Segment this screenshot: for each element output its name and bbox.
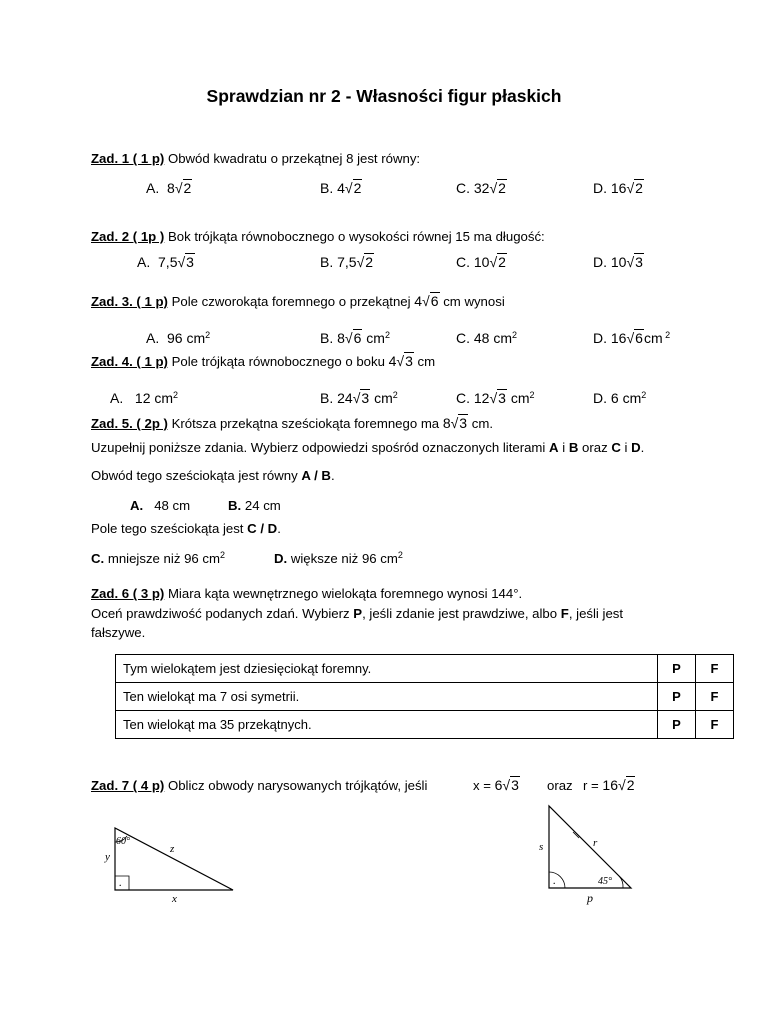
task-7-label: Zad. 7 ( 4 p) <box>91 778 165 793</box>
statement-cell: Ten wielokąt ma 35 przekątnych. <box>116 711 658 739</box>
option-letter: A. <box>146 180 160 196</box>
task-5-text-end: cm. <box>468 416 494 431</box>
task-3-label: Zad. 3. ( 1 p) <box>91 294 168 309</box>
sqrt-symbol: √3 <box>489 390 506 406</box>
task-6-question <box>91 586 522 601</box>
option-coef: 7,5 <box>158 254 178 270</box>
task-2-text: Bok trójkąta równobocznego o wysokości równej 15 ma długość: <box>164 229 545 244</box>
table-row <box>116 655 734 683</box>
sqrt-symbol: √3 <box>177 254 194 270</box>
false-option[interactable]: F <box>696 683 734 711</box>
option-text: 6 cm <box>610 390 642 406</box>
option-letter: C. <box>456 390 470 406</box>
task-3-question <box>91 293 505 309</box>
task-3-text: Pole czworokąta foremnego o przekątnej <box>167 294 415 309</box>
option-coef: 10 <box>610 254 627 270</box>
task-2-option-b <box>320 254 374 270</box>
option-letter: D. <box>593 180 607 196</box>
task-7-text: Oblicz obwody narysowanych trójkątów, jeśli <box>164 778 428 793</box>
sqrt-symbol: √3 <box>352 390 370 406</box>
triangle-figure-2 <box>535 800 645 910</box>
option-coef: 7,5 <box>337 254 357 270</box>
statement-cell: Tym wielokątem jest dziesięciokąt foremny. <box>116 655 658 683</box>
sqrt-symbol: √3 <box>450 415 468 431</box>
math-coef: 4 <box>388 353 397 369</box>
sqrt-symbol: √2 <box>174 180 192 196</box>
table-row <box>116 711 734 739</box>
triangle-figure-1 <box>95 820 245 908</box>
task-5-sentence-1: Obwód tego sześciokąta jest równy A / B. <box>91 468 335 483</box>
page-title: Sprawdzian nr 2 - Własności figur płaskich <box>206 86 562 106</box>
task-1-question <box>91 151 420 166</box>
task-6-instruction: Oceń prawdziwość podanych zdań. Wybierz P, jeśli zdanie jest prawdziwe, albo F, jeśli jest <box>91 606 624 621</box>
task-4-text: Pole trójkąta równobocznego o boku <box>167 354 389 369</box>
sqrt-symbol: √3 <box>626 254 643 270</box>
task-4-option-a: A. 12 $cm^2$ <box>110 390 179 406</box>
option-coef: 8 <box>337 330 345 346</box>
task-1-text: Obwód kwadratu o przekątnej 8 jest równy: <box>164 151 421 166</box>
option-coef: 8 <box>167 180 175 196</box>
side-label-s: s <box>539 841 544 853</box>
task-3-option-c: C. 48 $cm^2$ <box>456 330 518 346</box>
angle-label: 45° <box>598 876 612 887</box>
sqrt-symbol: √2 <box>489 254 506 270</box>
task-2-option-d <box>593 254 644 270</box>
task-7-question <box>91 778 427 793</box>
task-1-option-a <box>146 180 192 196</box>
oraz-text: oraz <box>547 778 573 793</box>
option-coef: 24 <box>337 390 353 406</box>
task-5-option-c: C. mniejsze niż 96 $cm^2$ <box>91 550 225 566</box>
sqrt-symbol: √6 <box>422 293 439 309</box>
option-coef: 16 <box>610 180 627 196</box>
right-angle-dot: . <box>553 873 556 887</box>
option-letter: C. <box>456 180 470 196</box>
task-5-instruction: Uzupełnij poniższe zdania. Wybierz odpowiedzi spośród oznaczonych literami A i B oraz C i D. <box>91 440 645 455</box>
option-letter: B. <box>320 390 334 406</box>
sqrt-symbol: √3 <box>502 777 519 793</box>
option-text: 12 cm <box>134 390 174 406</box>
option-coef: 10 <box>473 254 490 270</box>
true-false-table <box>115 654 734 739</box>
task-5-option-d: D. większe niż 96 $cm^2$ <box>274 550 403 566</box>
task-4-label: Zad. 4. ( 1 p) <box>91 354 168 369</box>
sqrt-symbol: √2 <box>489 180 506 196</box>
sqrt-symbol: √2 <box>626 180 643 196</box>
option-letter: D. <box>593 330 607 346</box>
task-4-option-d: D. 6 $cm^2$ <box>593 390 647 406</box>
angle-label: 60° <box>116 836 130 847</box>
true-option[interactable]: P <box>658 683 696 711</box>
table-row <box>116 683 734 711</box>
task-2-question <box>91 229 545 244</box>
option-letter: B. <box>320 180 334 196</box>
option-letter: D. <box>593 390 607 406</box>
side-label-y: y <box>105 851 110 863</box>
task-4-question <box>91 353 435 369</box>
task-5-label: Zad. 5. ( 2p ) <box>91 416 168 431</box>
option-letter: A. <box>146 330 160 346</box>
option-letter: D. <box>593 254 607 270</box>
sqrt-symbol: √2 <box>344 180 362 196</box>
side-label-x: x <box>172 893 177 905</box>
option-coef: 12 <box>473 390 490 406</box>
task-6-instruction-end: fałszywe. <box>91 625 146 640</box>
task-4-text-end: cm <box>413 354 436 369</box>
task-1-option-d <box>593 180 644 196</box>
math-coef: 4 <box>414 293 423 309</box>
task-4-option-c: C. 12√3 $cm^2$ <box>456 390 535 406</box>
option-letter: B. <box>320 330 334 346</box>
task-6-text: Miara kąta wewnętrznego wielokąta foremnego wynosi 144°. <box>164 586 523 601</box>
task-2-option-a <box>137 254 195 270</box>
right-angle-dot: . <box>119 875 122 889</box>
task-2-label: Zad. 2 ( 1p ) <box>91 229 165 244</box>
task-5-question <box>91 415 493 431</box>
option-letter: A. <box>110 390 124 406</box>
option-coef: 4 <box>337 180 345 196</box>
option-coef: 32 <box>473 180 490 196</box>
sqrt-symbol: √2 <box>356 254 374 270</box>
task-2-option-c <box>456 254 507 270</box>
option-letter: C. <box>456 330 470 346</box>
sqrt-symbol: √6 <box>344 330 362 346</box>
statement-cell: Ten wielokąt ma 7 osi symetrii. <box>116 683 658 711</box>
task-1-option-b <box>320 180 362 196</box>
option-letter: B. <box>320 254 334 270</box>
task-3-option-a: A. 96 $cm^2$ <box>146 330 211 346</box>
option-letter: C. <box>456 254 470 270</box>
task-4-option-b: B. 24√3 $cm^2$ <box>320 390 398 406</box>
sqrt-symbol: √2 <box>618 777 635 793</box>
r-value: r = 16√2 <box>583 777 635 793</box>
task-6-label: Zad. 6 ( 3 p) <box>91 586 165 601</box>
task-5-sentence-2: Pole tego sześciokąta jest C / D. <box>91 521 281 536</box>
task-5-text: Krótsza przekątna sześciokąta foremnego ma <box>167 416 443 431</box>
option-text: 96 cm <box>167 330 206 346</box>
task-3-text-end: cm wynosi <box>439 294 505 309</box>
option-letter: A. <box>137 254 151 270</box>
true-option[interactable]: P <box>658 655 696 683</box>
x-value: x = 6√3 <box>473 777 519 793</box>
option-coef: 16 <box>610 330 627 346</box>
option-text: 48 cm <box>473 330 513 346</box>
task-3-option-d: D. 16√6cm $^2$ <box>593 330 671 346</box>
false-option[interactable]: F <box>696 655 734 683</box>
sqrt-symbol: √3 <box>396 353 413 369</box>
task-5-option-b: B. 24 cm <box>228 498 281 513</box>
task-1-label: Zad. 1 ( 1 p) <box>91 151 165 166</box>
side-label-z: z <box>170 843 175 855</box>
task-3-option-b: B. 8√6 $cm^2$ <box>320 330 390 346</box>
side-label-r: r <box>593 837 598 849</box>
math-coef: 8 <box>442 415 451 431</box>
sqrt-symbol: √6 <box>626 330 643 346</box>
side-label-p: p <box>587 891 593 905</box>
task-1-option-c <box>456 180 507 196</box>
false-option[interactable]: F <box>696 711 734 739</box>
task-5-option-a: A. 48 cm <box>130 498 191 513</box>
true-option[interactable]: P <box>658 711 696 739</box>
